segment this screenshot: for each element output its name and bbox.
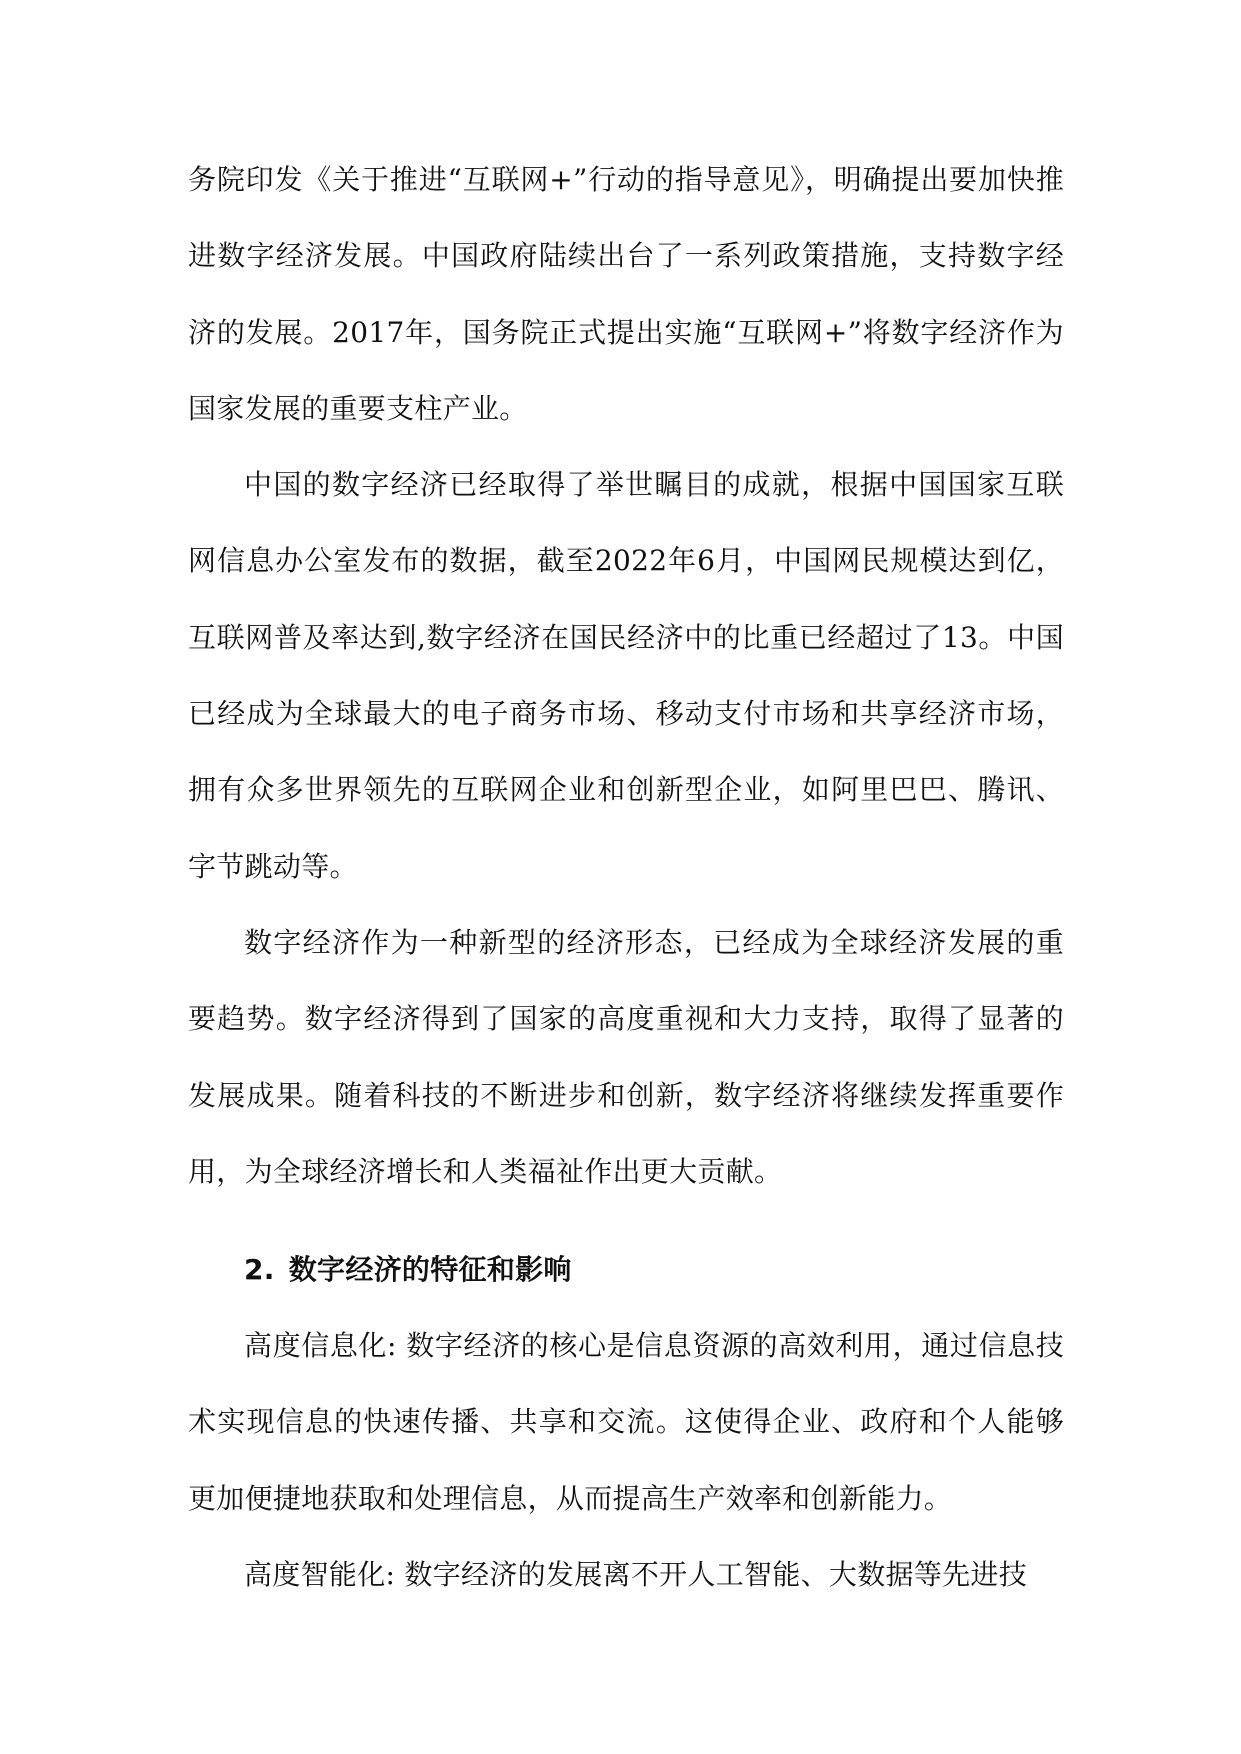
paragraph-intelligence: 高度智能化: 数字经济的发展离不开人工智能、大数据等先进技 [244,1558,1028,1592]
document-body [188,142,1064,1613]
paragraph-summary: 数字经济作为一种新型的经济形态，已经成为全球经济发展的重要趋势。数字经济得到了国家的高度重视和大力支持，取得了显著的发展成果。随着科技的不断进步和创新，数字经济将继续发挥重要作用，为全球经济增长和人类福祉作出更大贡献。 [188,925,1064,1188]
section-title: 数字经济的特征和影响 [288,1253,572,1287]
paragraph-policy: 务院印发《关于推进“互联网+”行动的指导意见》，明确提出要加快推进数字经济发展。中国政府陆续出台了一系列政策措施，支持数字经济的发展。2017年，国务院正式提出实施“互联网+”将数字经济作为国家发展的重要支柱产业。 [188,163,1064,425]
section-heading [244,1232,1064,1308]
paragraph-informatization: 高度信息化: 数字经济的核心是信息资源的高效利用，通过信息技术实现信息的快速传播、共享和交流。这使得企业、政府和个人能够更加便捷地获取和处理信息，从而提高生产效率和创新能力。 [188,1329,1064,1515]
section-number: 2. [244,1253,275,1287]
paragraph-achievements: 中国的数字经济已经取得了举世瞩目的成就，根据中国国家互联网信息办公室发布的数据，截至2022年6月，中国网民规模达到亿，互联网普及率达到,数字经济在国民经济中的比重已经超过了13。中国已经成为全球最大的电子商务市场、移动支付市场和共享经济市场，拥有众多世界领先的互联网企业和创新型企业，如阿里巴巴、腾讯、字节跳动等。 [188,468,1064,883]
